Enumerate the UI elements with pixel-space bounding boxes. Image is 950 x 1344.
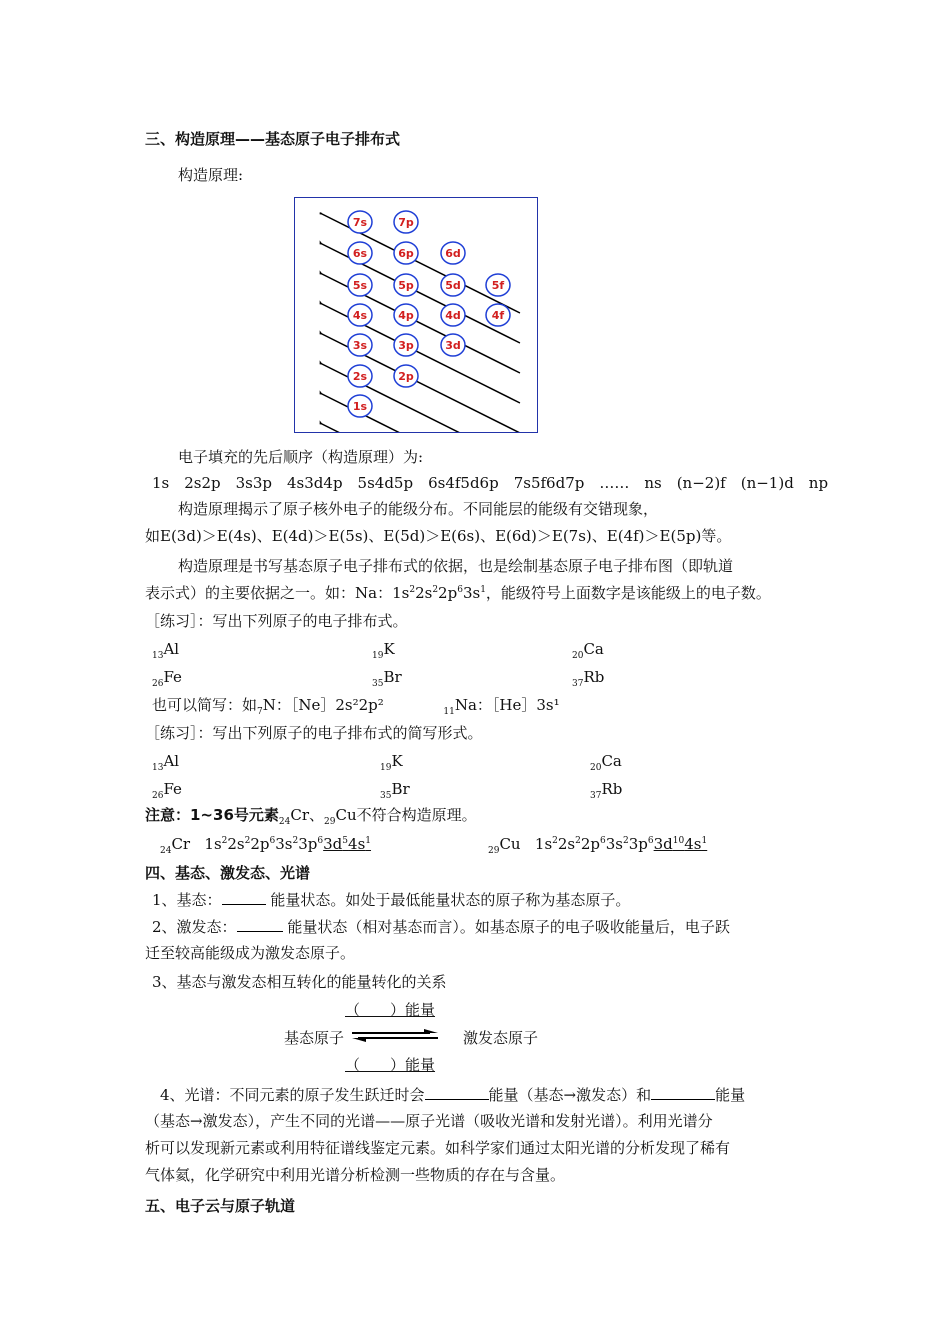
element-br-2: $_{35}$Br xyxy=(380,780,410,801)
basis-suffix: ，能级符号上面数字是该能级上的电子数。 xyxy=(485,584,771,602)
na-config: ：［He］3s¹ xyxy=(476,696,560,714)
filling-sequence: 1s 2s2p 3s3p 4s3d4p 5s4d5p 6s4f5d6p 7s5f6d7p …… ns (n−2)f (n−1)d np xyxy=(152,474,829,492)
excited-blank[interactable] xyxy=(237,917,283,932)
conversion-arrows xyxy=(350,1028,442,1044)
orbital-7p xyxy=(394,211,418,233)
orbital-6p xyxy=(394,242,418,264)
spectrum-line4: 气体氦，化学研究中利用光谱分析检测一些物质的存在与含量。 xyxy=(145,1166,566,1184)
orbital-5d xyxy=(441,274,465,296)
energy-top-label: （ ）能量 xyxy=(345,1001,436,1019)
cr-configuration: $_{24}$Cr $1s^22s^22p^63s^23p^63d^54s^1$ xyxy=(160,835,372,856)
svg-text:3s: 3s xyxy=(352,339,368,352)
svg-text:6p: 6p xyxy=(398,247,414,260)
orbital-4p xyxy=(394,304,418,326)
spectrum-line1: 4、光谱：不同元素的原子发生跃迁时会 能量（基态→激发态）和 能量 xyxy=(160,1086,746,1104)
element-fe: $_{26}$Fe xyxy=(152,668,182,689)
svg-text:3p: 3p xyxy=(398,339,414,352)
svg-text:5p: 5p xyxy=(398,279,414,292)
orbital-6s xyxy=(348,242,372,264)
ground-blank[interactable] xyxy=(222,890,266,905)
filling-order-heading: 电子填充的先后顺序（构造原理）为: xyxy=(178,448,424,466)
orbital-7s xyxy=(348,211,372,233)
construction-principle-label: 构造原理: xyxy=(178,166,244,184)
orbital-3p xyxy=(394,334,418,356)
energy-crossing-text: 如E(3d)＞E(4s)、E(4d)＞E(5s)、E(5d)＞E(6s)、E(6d)＞E(7s)、E(4f)＞E(5p)等。 xyxy=(145,527,732,545)
cu-configuration: $_{29}$Cu $1s^22s^22p^63s^23p^63d^{10}4s^1$ xyxy=(488,835,708,856)
basis-prefix: 表示式）的主要依据之一。如：Na： xyxy=(145,584,393,602)
element-rb-2: $_{37}$Rb xyxy=(590,780,623,801)
spectrum-blank-1[interactable] xyxy=(425,1085,489,1100)
excited-state-label: 激发态原子 xyxy=(463,1029,539,1047)
orbital-4d xyxy=(441,304,465,326)
element-ca: $_{20}$Ca xyxy=(572,640,604,661)
element-fe-2: $_{26}$Fe xyxy=(152,780,182,801)
aufbau-svg xyxy=(295,198,537,432)
orbital-5s xyxy=(348,274,372,296)
section5-title: 五、电子云与原子轨道 xyxy=(145,1197,296,1215)
conversion-item: 3、基态与激发态相互转化的能量转化的关系 xyxy=(152,973,447,991)
section4-title: 四、基态、激发态、光谱 xyxy=(145,864,311,882)
svg-text:3d: 3d xyxy=(445,339,461,352)
svg-text:5s: 5s xyxy=(352,279,368,292)
section3-title: 三、构造原理——基态原子电子排布式 xyxy=(145,130,401,148)
na-configuration: $1s^22s^22p^63s^1$ xyxy=(392,584,486,602)
excited-state-item: 2、激发态： 能量状态（相对基态而言）。如基态原子的电子吸收能量后，电子跃 xyxy=(152,918,730,936)
orbital-5p xyxy=(394,274,418,296)
ground-state-item: 1、基态： 能量状态。如处于最低能量状态的原子称为基态原子。 xyxy=(152,891,631,909)
energy-bottom-label: （ ）能量 xyxy=(345,1056,436,1074)
svg-text:4p: 4p xyxy=(398,309,414,322)
basis-text-line1: 构造原理是书写基态原子电子排布式的依据，也是绘制基态原子电子排布图（即轨道 xyxy=(178,557,734,575)
element-ca-2: $_{20}$Ca xyxy=(590,752,622,773)
svg-text:2s: 2s xyxy=(352,370,368,383)
excited-state-line2: 迁至较高能级成为激发态原子。 xyxy=(145,944,356,962)
aufbau-arrow xyxy=(320,423,520,432)
element-rb: $_{37}$Rb xyxy=(572,668,605,689)
svg-text:2p: 2p xyxy=(398,370,414,383)
svg-text:5d: 5d xyxy=(445,279,461,292)
element-al-2: $_{13}$Al xyxy=(152,752,180,773)
principle-reveal-text: 构造原理揭示了原子核外电子的能级分布。不同能层的能级有交错现象， xyxy=(178,500,659,518)
aufbau-diagram xyxy=(294,197,538,433)
svg-text:7p: 7p xyxy=(398,216,414,229)
note-bold: 注意：1~36号元素 xyxy=(145,806,279,824)
element-k: $_{19}$K xyxy=(372,640,395,661)
orbital-4f xyxy=(486,304,510,326)
svg-text:5f: 5f xyxy=(491,279,505,292)
orbital-1s xyxy=(348,395,372,417)
svg-text:6d: 6d xyxy=(445,247,461,260)
orbital-2p xyxy=(394,365,418,387)
abbreviation-example: 也可以简写：如$_7$N：［Ne］2s²2p² $_{11}$Na：［He］3s¹ xyxy=(152,696,560,717)
svg-text:4d: 4d xyxy=(445,309,461,322)
element-br: $_{35}$Br xyxy=(372,668,402,689)
orbital-2s xyxy=(348,365,372,387)
spectrum-blank-2[interactable] xyxy=(651,1085,715,1100)
practice1-label: ［练习］：写出下列原子的电子排布式。 xyxy=(145,612,408,630)
orbital-3d xyxy=(441,334,465,356)
element-k-2: $_{19}$K xyxy=(380,752,403,773)
spectrum-line3: 析可以发现新元素或利用特征谱线鉴定元素。如科学家们通过太阳光谱的分析发现了稀有 xyxy=(145,1139,731,1157)
svg-text:6s: 6s xyxy=(352,247,368,260)
svg-text:7s: 7s xyxy=(352,216,368,229)
basis-text-line2 xyxy=(145,584,771,602)
spectrum-line2: （基态→激发态），产生不同的光谱——原子光谱（吸收光谱和发射光谱）。利用光谱分 xyxy=(145,1112,713,1130)
n-config: ：［Ne］2s²2p² xyxy=(275,696,384,714)
ground-state-label: 基态原子 xyxy=(284,1029,345,1047)
practice2-label: ［练习］：写出下列原子的电子排布式的简写形式。 xyxy=(145,724,483,742)
orbital-3s xyxy=(348,334,372,356)
element-al: $_{13}$Al xyxy=(152,640,180,661)
svg-text:4s: 4s xyxy=(352,309,368,322)
svg-text:1s: 1s xyxy=(352,400,368,413)
orbital-6d xyxy=(441,242,465,264)
orbital-5f xyxy=(486,274,510,296)
note-line: 注意：1~36号元素$_{24}$Cr、$_{29}$Cu不符合构造原理。 xyxy=(145,806,477,827)
svg-text:4f: 4f xyxy=(491,309,505,322)
orbital-4s xyxy=(348,304,372,326)
